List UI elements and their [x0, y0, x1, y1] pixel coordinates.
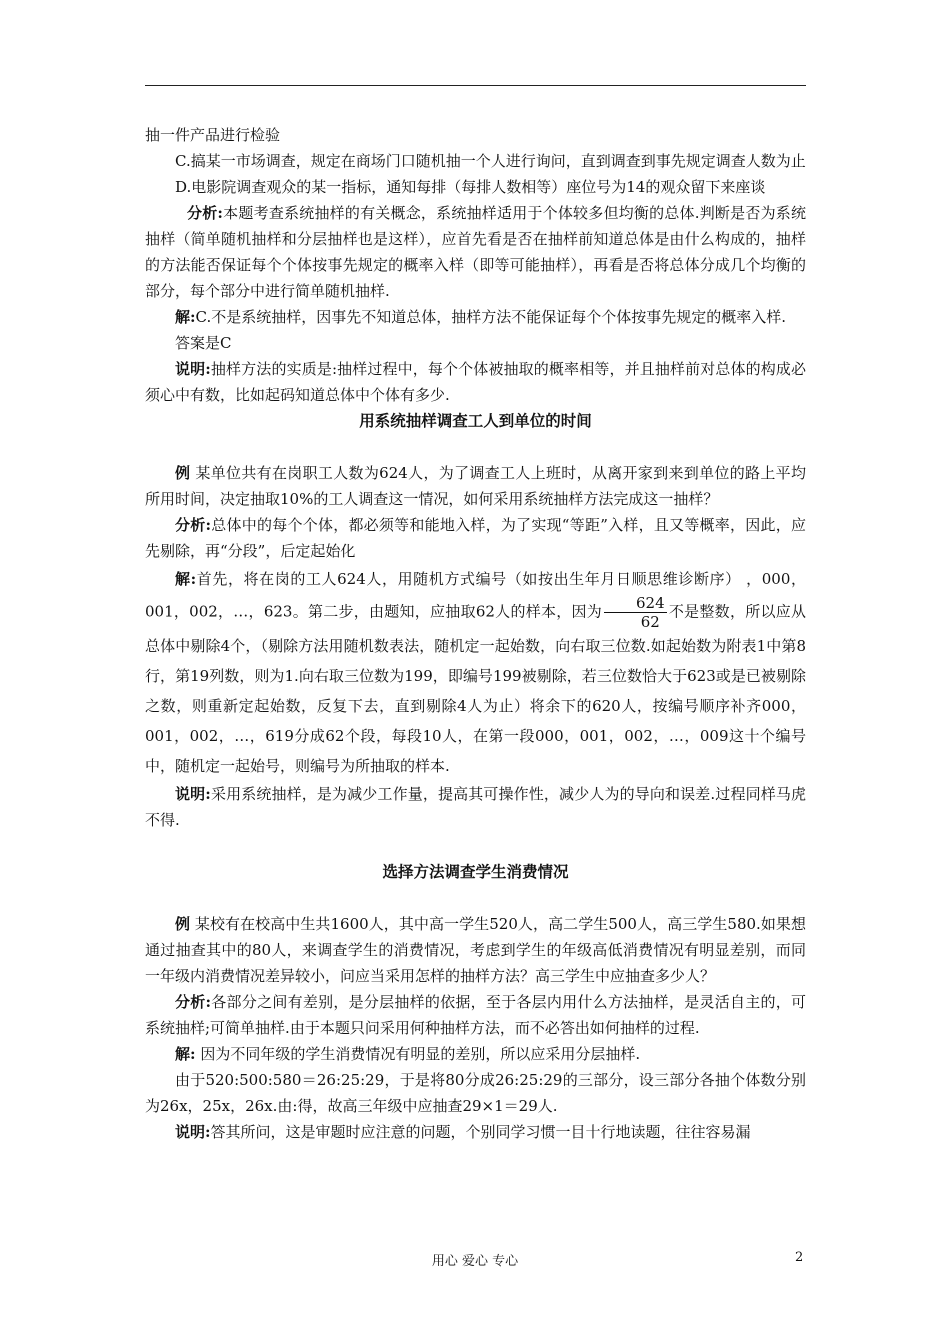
- solution-text: 因为不同年级的学生消费情况有明显的差别，所以应采用分层抽样.: [195, 1045, 641, 1063]
- solution-label: 解:: [175, 1045, 196, 1063]
- fraction-denominator: 62: [640, 613, 660, 631]
- section-title-systematic: 用系统抽样调查工人到单位的时间: [359, 411, 592, 430]
- example-paragraph: [145, 460, 806, 512]
- note-paragraph: [145, 781, 806, 833]
- note-label: 说明:: [175, 360, 211, 378]
- solution-label: 解:: [175, 308, 196, 326]
- footer-slogan: 用心 爱心 专心: [431, 1254, 519, 1269]
- document-body: [145, 122, 806, 1145]
- fraction-numerator: 624: [604, 594, 667, 613]
- solution-paragraph: [145, 1041, 806, 1067]
- example-text: 某单位共有在岗职工人数为624人，为了调查工人上班时，从离开家到来到单位的路上平均所用时间，决定抽取10%的工人调查这一情况，如何采用系统抽样方法完成这一抽样？: [145, 464, 806, 508]
- note-text: 采用系统抽样，是为减少工作量，提高其可操作性，减少人为的导向和误差.过程同样马虎不得.: [145, 785, 806, 829]
- solution-text-b: 不是整数，所以应从总体中剔除4个，（剔除方法用随机数表法，随机定一起始数，向右取三位数.如起始数为附表1中第8行，第19列数，则为1.向右取三位数为199，即编号199被剔除，若三位数恰大于623或是已被剔除之数，则重新定起始数，反复下去，直到剔除4人为止）将余下的620人，按编号顺序补齐000，001，002，…，619分成62个段，每段10人，在第一段000，001，002，…，009这十个编号中，随机定一起始号，则编号为所抽取的样本.: [145, 602, 806, 775]
- option-c: C.搞某一市场调查，规定在商场门口随机抽一个人进行询问，直到调查到事先规定调查人数为止: [175, 152, 806, 170]
- example-paragraph: [145, 911, 806, 989]
- calculation-paragraph: 由于520:500:580＝26:25:29，于是将80分成26:25:29的三部分，设三部分各抽个体数分别为26x，25x，26x.由:得，故高三年级中应抽查29×1＝29人.: [145, 1071, 806, 1115]
- solution-paragraph: [145, 564, 806, 781]
- solution-text-a: 首先，将在岗的工人624人，用随机方式编号（如按出生年月日顺思维诊断序） ，000，001，002，…，623。第二步，由题知，应抽取62人的样本，因为: [145, 570, 806, 621]
- option-d: D.电影院调查观众的某一指标，通知每排（每排人数相等）座位号为14的观众留下来座谈: [175, 178, 766, 196]
- fraction: [604, 594, 667, 631]
- note-text: 抽样方法的实质是:抽样过程中，每个个体被抽取的概率相等，并且抽样前对总体的构成必须心中有数，比如起码知道总体中个体有多少.: [145, 360, 806, 404]
- analysis-text: 总体中的每个个体，都必须等和能地入样，为了实现“等距”入样，且又等概率，因此，应先剔除，再“分段”，后定起始化: [145, 516, 807, 560]
- note-text: 答其所问，这是审题时应注意的问题，个别同学习惯一目十行地读题，往往容易漏: [210, 1123, 751, 1141]
- analysis-text: 本题考查系统抽样的有关概念，系统抽样适用于个体较多但均衡的总体.判断是否为系统抽样（简单随机抽样和分层抽样也是这样），应首先看是否在抽样前知道总体是由什么构成的，抽样的方法能否保证每个个体按事先规定的概率入样（即等可能抽样），再看是否将总体分成几个均衡的部分，每个部分中进行简单随机抽样.: [145, 204, 806, 300]
- note-paragraph: [145, 1119, 806, 1145]
- analysis-label: 分析:: [187, 204, 223, 222]
- analysis-paragraph: [145, 989, 806, 1041]
- note-paragraph: [145, 356, 806, 408]
- section-title-stratified: 选择方法调查学生消费情况: [382, 862, 569, 881]
- header-rule: [145, 85, 806, 86]
- analysis-label: 分析:: [175, 516, 212, 534]
- paragraph-continuation: 抽一件产品进行检验: [145, 126, 281, 144]
- note-label: 说明:: [175, 785, 211, 803]
- analysis-paragraph: [145, 200, 806, 304]
- example-text: 某校有在校高中生共1600人，其中高一学生520人，高二学生500人，高三学生580.如果想通过抽查其中的80人，来调查学生的消费情况，考虑到学生的年级高低消费情况有明显差别，而同一年级内消费情况差异较小，问应当采用怎样的抽样方法？高三学生中应抽查多少人？: [145, 915, 806, 985]
- solution-label: 解:: [175, 570, 197, 588]
- analysis-text: 各部分之间有差别，是分层抽样的依据，至于各层内用什么方法抽样，是灵活自主的，可系统抽样;可简单抽样.由于本题只问采用何种抽样方法，而不必答出如何抽样的过程.: [145, 993, 806, 1037]
- note-label: 说明:: [175, 1123, 211, 1141]
- page-number: 2: [795, 1250, 804, 1265]
- answer-line: 答案是C: [175, 334, 232, 352]
- analysis-label: 分析:: [175, 993, 212, 1011]
- example-label: 例: [175, 464, 191, 482]
- solution-text: C.不是系统抽样，因事先不知道总体，抽样方法不能保证每个个体按事先规定的概率入样.: [195, 308, 787, 326]
- example-label: 例: [175, 915, 191, 933]
- analysis-paragraph: [145, 512, 806, 564]
- solution-paragraph: [145, 304, 806, 330]
